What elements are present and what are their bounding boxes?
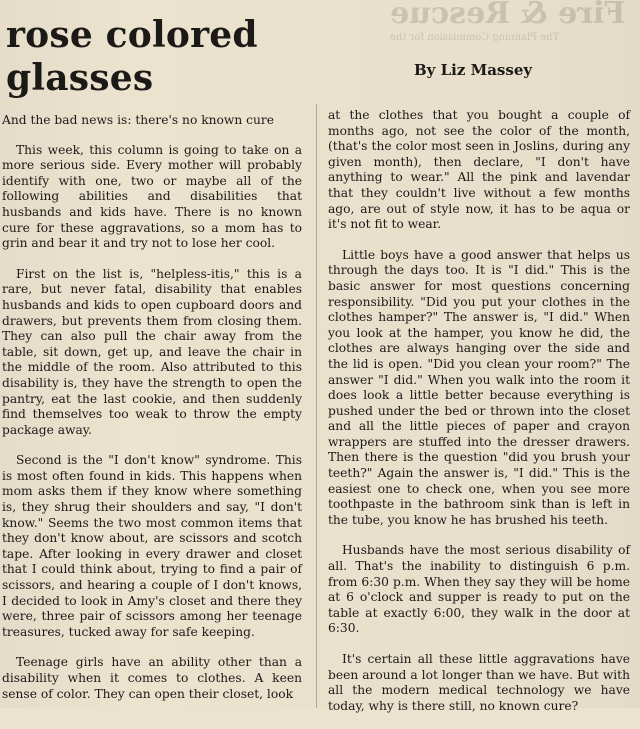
paragraph-5: at the clothes that you bought a couple of months ago, not see the color of the month, (that's the color most seen in Joslins, during any given month), then declare, "I don't have anything to wear." All the pink and lavendar that they couldn't live without a few months ago, are out of style now, it has to be aqua or it's not fit to wear. [328, 108, 630, 232]
paragraph-1: This week, this column is going to take on a more serious side. Every mother will probably identify with one, two or maybe all of the following abilities and disabilities that husbands and kids have. There is no known cure for these aggravations, so a mom has to grin and bear it and try not to lose her cool. [2, 142, 302, 251]
show-through-text [382, 0, 640, 64]
paragraph-3: Second is the "I don't know" syndrome. This is most often found in kids. This happens when mom asks them if they know where something is, they shrug their shoulders and say, "I don't know." Seems the two most common items that they don't know about, are scissors and scotch tape. After looking in every drawer and closet that I could think about, trying to find a pair of scissors, and hearing a couple of I don't knows, I decided to look in Amy's closet and there they were, three pair of scissors among her teenage treasures, tucked away for safe keeping. [2, 453, 302, 639]
paragraph-8: It's certain all these little aggravations have been around a lot longer than we have. But with all the modern medical technology we have today, why is there still, no known cure? [328, 652, 630, 713]
paragraph-7: Husbands have the most serious disability of all. That's the inability to distinguish 6 p.m. from 6:30 p.m. When they say they will be home at 6 o'clock and supper is ready to put on the table at exactly 6:00, they walk in the door at 6:30. [328, 543, 630, 636]
paragraph-4: Teenage girls have an ability other than a disability when it comes to clothes. A keen sense of color. They can open their closet, look [2, 655, 302, 701]
show-through-title: Fire & Rescue [390, 0, 626, 31]
paragraph-6: Little boys have a good answer that helps us through the days too. It is "I did." This is the basic answer for most questions concerning responsibility. "Did you put your clothes in the clothes hamper?" The answer is, "I did." When you look at the hamper, you know he did, the clothes are always hanging over the side and the lid is open. "Did you clean your room?" The answer "I did." When you walk into the room it does look a little better because everything is pushed under the bed or thrown into the closet and all the little pieces of paper and crayon wrappers are stuffed into the dresser drawers. Then there is the question "did you brush your teeth?" Again the answer is, "I did." This is the easiest one to check one, when you see more toothpaste in the bathroom sink than is left in the tube, you know he has brushed his teeth. [328, 247, 630, 527]
article-headline [6, 14, 306, 100]
show-through-subtext: The Planning Commission for the [390, 32, 560, 43]
lead-paragraph: And the bad news is: there's no known cure [2, 113, 275, 127]
author-byline: By Liz Massey [414, 61, 533, 79]
headline-line-2: glasses [6, 57, 154, 99]
right-column [328, 108, 630, 729]
paragraph-2: First on the list is, "helpless-itis," this is a rare, but never fatal, disability that enables husbands and kids to open cupboard doors and drawers, but prevents them from closing them. They can also pull the chair away from the table, sit down, get up, and leave the chair in the middle of the room. Also attributed to this disability is, they have the strength to open the pantry, eat the last cookie, and then suddenly find themselves too weak to throw the empty package away. [2, 266, 302, 437]
column-divider [316, 104, 317, 708]
left-column [2, 113, 302, 717]
headline-line-1: rose colored [6, 14, 258, 56]
